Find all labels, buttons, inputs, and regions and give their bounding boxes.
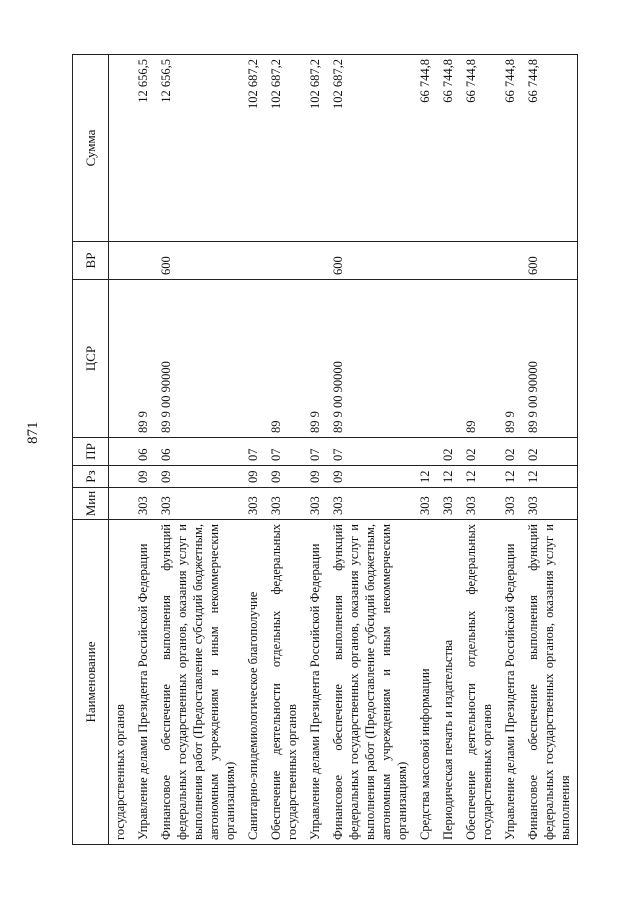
cell-pr: 07 (242, 438, 265, 466)
header-name: Наименование (73, 520, 109, 845)
cell-pr: 07 (265, 438, 304, 466)
cell-vr (437, 242, 460, 280)
cell-name: Средства массовой информации (414, 520, 437, 845)
cell-min (109, 488, 133, 520)
table-row (437, 55, 460, 845)
table-row (242, 55, 265, 845)
cell-name: Финансовое обеспечение выполнения функций федеральных государственных органов, оказания услуг и выполнения работ (Предоставление субсидий бюджетным, автономным учреждениям и иным некоммерческим организациям) (155, 520, 242, 845)
cell-min: 303 (414, 488, 437, 520)
cell-csr: 89 (460, 280, 499, 438)
cell-sum: 12 656,5 (132, 55, 155, 242)
cell-sum: 102 687,2 (304, 55, 327, 242)
cell-rz: 09 (155, 466, 242, 488)
cell-pr: 06 (155, 438, 242, 466)
cell-pr: 07 (304, 438, 327, 466)
cell-vr (242, 242, 265, 280)
cell-csr (109, 280, 133, 438)
header-pr: ПР (73, 438, 109, 466)
cell-sum: 66 744,8 (499, 55, 522, 242)
cell-vr (109, 242, 133, 280)
cell-sum: 66 744,8 (414, 55, 437, 242)
table-body (109, 55, 578, 845)
cell-vr (460, 242, 499, 280)
cell-min: 303 (499, 488, 522, 520)
cell-sum: 12 656,5 (155, 55, 242, 242)
cell-sum: 66 744,8 (437, 55, 460, 242)
cell-name: Управление делами Президента Российской Федерации (132, 520, 155, 845)
cell-vr: 600 (522, 242, 578, 280)
cell-pr: 02 (522, 438, 578, 466)
table-row (304, 55, 327, 845)
cell-rz: 09 (242, 466, 265, 488)
cell-sum: 102 687,2 (327, 55, 414, 242)
cell-sum: 66 744,8 (460, 55, 499, 242)
cell-rz: 12 (499, 466, 522, 488)
cell-min: 303 (155, 488, 242, 520)
cell-rz: 12 (460, 466, 499, 488)
cell-csr: 89 9 (304, 280, 327, 438)
cell-csr: 89 9 00 90000 (327, 280, 414, 438)
cell-csr (437, 280, 460, 438)
budget-table-frame (72, 55, 610, 845)
cell-vr (132, 242, 155, 280)
table-header-row (73, 55, 109, 845)
cell-pr: 02 (437, 438, 460, 466)
cell-name: Санитарно-эпидемиологическое благополучие (242, 520, 265, 845)
table-row (499, 55, 522, 845)
cell-min: 303 (327, 488, 414, 520)
cell-vr: 600 (327, 242, 414, 280)
cell-vr (414, 242, 437, 280)
cell-vr (265, 242, 304, 280)
cell-pr: 02 (499, 438, 522, 466)
table-row (522, 55, 578, 845)
cell-rz: 09 (265, 466, 304, 488)
cell-csr (242, 280, 265, 438)
cell-min: 303 (460, 488, 499, 520)
table-row (414, 55, 437, 845)
cell-name: Финансовое обеспечение выполнения функций федеральных государственных органов, оказания услуг и выполнения (522, 520, 578, 845)
cell-sum (109, 55, 133, 242)
cell-pr: 02 (460, 438, 499, 466)
cell-pr (109, 438, 133, 466)
table-row (265, 55, 304, 845)
cell-csr (414, 280, 437, 438)
header-vr: ВР (73, 242, 109, 280)
cell-name: Управление делами Президента Российской Федерации (499, 520, 522, 845)
cell-pr: 06 (132, 438, 155, 466)
cell-sum: 102 687,2 (265, 55, 304, 242)
cell-rz: 09 (132, 466, 155, 488)
cell-csr: 89 9 00 90000 (155, 280, 242, 438)
cell-min: 303 (242, 488, 265, 520)
cell-rz: 09 (327, 466, 414, 488)
cell-csr: 89 9 00 90000 (522, 280, 578, 438)
cell-name: государственных органов (109, 520, 133, 845)
header-sum: Сумма (73, 55, 109, 242)
cell-sum: 66 744,8 (522, 55, 578, 242)
cell-rz: 09 (304, 466, 327, 488)
cell-min: 303 (437, 488, 460, 520)
table-row (155, 55, 242, 845)
budget-table (72, 54, 578, 845)
table-row (109, 55, 133, 845)
cell-name: Периодическая печать и издательства (437, 520, 460, 845)
cell-rz: 12 (437, 466, 460, 488)
cell-pr (414, 438, 437, 466)
cell-csr: 89 9 (499, 280, 522, 438)
table-row (132, 55, 155, 845)
table-row (460, 55, 499, 845)
cell-name: Обеспечение деятельности отдельных федеральных государственных органов (460, 520, 499, 845)
cell-name: Управление делами Президента Российской Федерации (304, 520, 327, 845)
header-min: Мин (73, 488, 109, 520)
cell-rz (109, 466, 133, 488)
cell-min: 303 (522, 488, 578, 520)
header-csr: ЦСР (73, 280, 109, 438)
cell-rz: 12 (522, 466, 578, 488)
cell-pr: 07 (327, 438, 414, 466)
cell-min: 303 (304, 488, 327, 520)
cell-min: 303 (265, 488, 304, 520)
cell-min: 303 (132, 488, 155, 520)
cell-name: Финансовое обеспечение выполнения функций федеральных государственных органов, оказания услуг и выполнения работ (Предоставление субсидий бюджетным, автономным учреждениям и иным некоммерческим организациям) (327, 520, 414, 845)
cell-sum: 102 687,2 (242, 55, 265, 242)
page-number: 871 (25, 421, 41, 444)
cell-csr: 89 (265, 280, 304, 438)
cell-name: Обеспечение деятельности отдельных федеральных государственных органов (265, 520, 304, 845)
header-rz: Рз (73, 466, 109, 488)
cell-vr (304, 242, 327, 280)
cell-vr (499, 242, 522, 280)
cell-csr: 89 9 (132, 280, 155, 438)
cell-vr: 600 (155, 242, 242, 280)
cell-rz: 12 (414, 466, 437, 488)
table-row (327, 55, 414, 845)
